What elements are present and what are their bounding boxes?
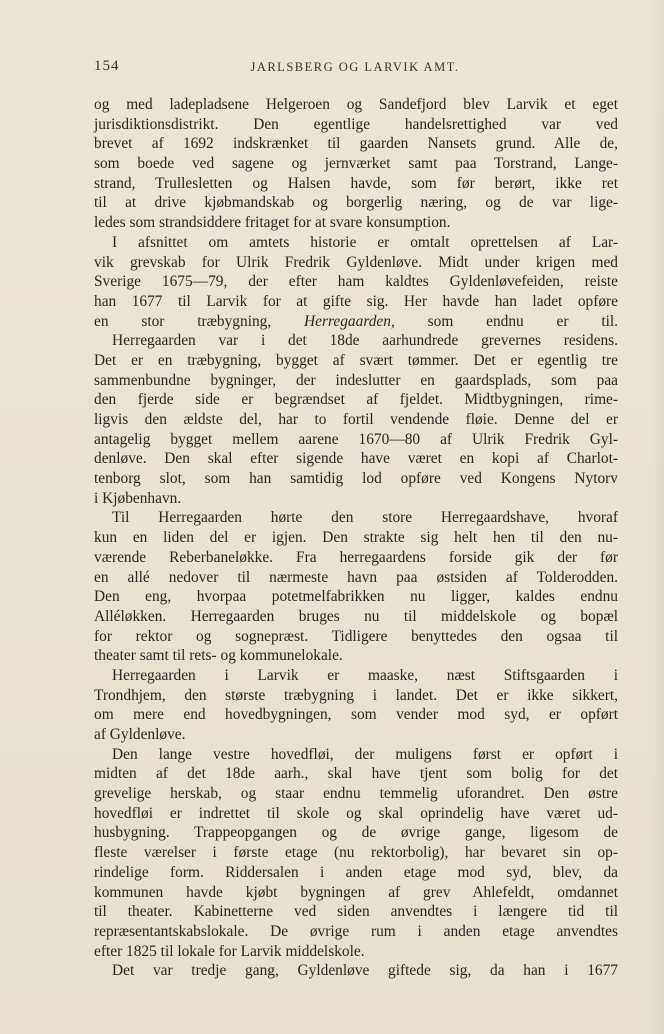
text-line: Den lange vestre hovedfløi, der muligens først er opført i — [112, 745, 618, 763]
text-line: denløve. Den skal efter sigende have været en kopi af Charlot- — [94, 450, 618, 468]
text-line: han 1677 til Larvik for at gifte sig. Her havde han ladet opføre — [94, 292, 618, 310]
text-line: Trondhjem, den største træbygning i landet. Det er ikke sikkert, — [94, 686, 618, 704]
text-line: vik grevskab for Ulrik Fredrik Gyldenløve. Midt under krigen med — [94, 253, 618, 271]
running-title: JARLSBERG OG LARVIK AMT. — [250, 60, 460, 74]
text-line: i Kjøbenhavn. — [94, 489, 182, 507]
text-line: efter 1825 til lokale for Larvik middelskole. — [94, 942, 365, 960]
text-line: en allé nedover til nærmeste havn paa østsiden af Tolderodden. — [94, 568, 618, 586]
text-line: kommunen havde kjøbt bygningen af grev Ahlefeldt, omdannet — [94, 883, 618, 901]
text-line: Sverige 1675—79, der efter ham kaldtes Gyldenløvefeiden, reiste — [94, 273, 618, 291]
text-line: theater samt til rets- og kommunelokale. — [94, 647, 343, 665]
page-number: 154 — [94, 58, 120, 74]
text-line: Herregaarden i Larvik er maaske, næst Stiftsgaarden i — [112, 666, 618, 684]
text-line: Alléløkken. Herregaarden bruges nu til middelskole og bopæl — [94, 607, 618, 625]
text-segment: en stor træbygning, — [94, 312, 272, 330]
text-line: rindelige form. Riddersalen i anden etage mod syd, blev, da — [94, 863, 618, 881]
text-line: værende Reberbaneløkke. Fra herregaardens forside gik der før — [94, 548, 618, 566]
text-line: om mere end hovedbygningen, som vender mod syd, er opført — [94, 706, 618, 724]
text-line: den fjerde side er begrændset af fjeldet. Midtbygningen, rime- — [94, 391, 618, 409]
text-line: repræsentantskabslokale. De øvrige rum i anden etage anvendtes — [94, 922, 618, 940]
text-line: strand, Trullesletten og Halsen havde, som før berørt, ikke ret — [94, 174, 618, 192]
text-line: husbygning. Trappeopgangen og de øvrige gange, ligesom de — [94, 824, 618, 842]
text-line: til theater. Kabinetterne ved siden anvendtes i længere tid til — [94, 903, 618, 921]
text-line: Til Herregaarden hørte den store Herregaardshave, hvoraf — [112, 509, 618, 527]
text-line: fleste værelser i første etage (nu rektorbolig), har bevaret sin op- — [94, 844, 618, 862]
text-line: til at drive kjøbmandskab og borgerlig næring, og de var lige- — [94, 194, 618, 212]
text-line: Det er en træbygning, bygget af svært tømmer. Det er egentlig tre — [94, 351, 618, 369]
text-line: jurisdiktionsdistrikt. Den egentlige handelsrettighed var ved — [94, 115, 618, 133]
text-line: brevet af 1692 indskrænket til gaarden Nansets grund. Alle de, — [94, 135, 618, 153]
text-line: antagelig bygget mellem aarene 1670—80 af Ulrik Fredrik Gyl- — [94, 430, 618, 448]
body-text — [94, 95, 618, 981]
text-line: Den eng, hvorpaa potetmelfabrikken nu ligger, kaldes endnu — [94, 588, 618, 606]
text-line: af Gyldenløve. — [94, 726, 186, 743]
text-line: Herregaarden var i det 18de aarhundrede grevernes residens. — [112, 332, 618, 350]
text-line: tenborg slot, som han samtidig lod opføre ved Kongens Nytorv — [94, 470, 618, 488]
text-line: Det var tredje gang, Gyldenløve giftede sig, da han i 1677 — [112, 962, 618, 980]
text-line: for rektor og sognepræst. Tidligere benyttedes den ogsaa til — [94, 627, 618, 645]
text-line: hovedfløi er indrettet til skole og skal oprindelig have været ud- — [94, 804, 618, 822]
text-line: midten af det 18de aarh., skal have tjent som bolig for det — [94, 765, 618, 783]
page-edge-shadow — [650, 0, 664, 1034]
text-line: ligvis den ældste del, har to fortil vendende fløie. Denne del er — [94, 411, 618, 428]
text-line: ledes som strandsiddere fritaget for at svare konsumption. — [94, 214, 451, 232]
text-line: sammenbundne bygninger, der indeslutter en gaardsplads, som paa — [94, 371, 618, 389]
text-line: som boede ved sagene og jernværket samt paa Torstrand, Lange- — [94, 155, 618, 173]
text-line-mixed — [94, 312, 618, 332]
text-line: I afsnittet om amtets historie er omtalt oprettelsen af Lar- — [112, 233, 618, 251]
text-segment: som endnu er til. — [427, 312, 618, 330]
text-line: grevelige herskab, og staar endnu temmelig uforandret. Den østre — [94, 785, 618, 803]
text-line: kun en liden del er igjen. Den strakte sig helt hen til den nu- — [94, 529, 618, 547]
text-line: og med ladepladsene Helgeroen og Sandefjord blev Larvik et eget — [94, 96, 618, 113]
italic-term: Herregaarden, — [304, 312, 395, 330]
page-header — [94, 58, 616, 78]
